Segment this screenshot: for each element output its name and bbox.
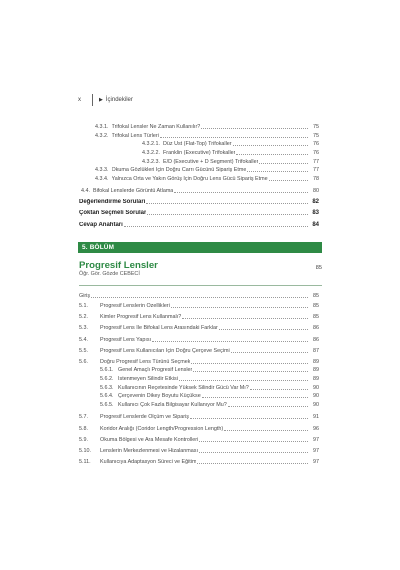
toc-entry[interactable] — [79, 292, 319, 300]
toc-entry-page: 90 — [313, 393, 319, 399]
toc-entry-page: 82 — [312, 199, 319, 205]
toc-entry-title: Bifokal Lenslerde Görüntü Atlama — [93, 188, 174, 194]
dot-leader — [197, 463, 308, 464]
chapter-title: Progresif Lensler — [79, 260, 158, 271]
chapter-divider — [79, 285, 322, 286]
toc-entry[interactable] — [100, 375, 319, 383]
toc-entry-page: 76 — [313, 150, 319, 156]
toc-entry-number: 5.6.4. — [100, 393, 114, 399]
toc-entry-number: 5.5. — [79, 348, 88, 354]
toc-entry-title: Kullanıcının Reçetesinde Yüksek Silindir Gücü Var Mı? — [118, 385, 249, 391]
chapter-page: 85 — [315, 265, 322, 271]
dot-leader — [224, 430, 308, 431]
toc-entry[interactable] — [142, 140, 319, 148]
dot-leader — [250, 389, 308, 390]
toc-entry[interactable] — [142, 149, 319, 157]
toc-entry-number: 4.3.1. — [95, 124, 109, 130]
toc-entry-title: Genel Amaçlı Progresif Lensler — [118, 367, 193, 373]
toc-entry-page: 83 — [312, 210, 319, 216]
toc-entry-title: E/D (Executive + D Segment) Trifokaller — [162, 159, 259, 165]
toc-entry[interactable] — [79, 336, 319, 344]
toc-entry-page: 91 — [313, 414, 319, 420]
toc-entry-number: 5.2. — [79, 314, 88, 320]
toc-entry-number: 5.4. — [79, 337, 88, 343]
toc-entry-page: 86 — [313, 337, 319, 343]
toc-entry-title: Lenslerin Merkezlenmesi ve Hizalanması — [100, 448, 198, 454]
toc-entry-title: Okuma Bölgesi ve Ara Mesafe Kontrolleri — [100, 437, 199, 443]
toc-entry-title: Trifokal Lens Türleri — [111, 133, 159, 139]
toc-entry-title: Progresif Lenslerde Ölçüm ve Sipariş — [100, 414, 189, 420]
toc-entry-title: Progresif Lenslerin Özellikleri — [100, 303, 170, 309]
toc-entry-page: 97 — [313, 448, 319, 454]
dot-leader — [147, 214, 308, 215]
toc-entry[interactable] — [81, 187, 319, 195]
toc-entry[interactable] — [79, 358, 319, 366]
toc-entry-title: Trifokal Lensler Ne Zaman Kullanılır? — [111, 124, 201, 130]
toc-entry-number: 5.7. — [79, 414, 88, 420]
toc-entry[interactable] — [142, 158, 319, 166]
toc-entry-page: 87 — [313, 348, 319, 354]
toc-entry[interactable] — [79, 324, 319, 332]
toc-entry[interactable] — [95, 132, 319, 140]
triangle-icon: ▶ — [99, 97, 103, 103]
toc-entry-title: Okuma Gözlükleri İçin Doğru Carrı Gücünü Sipariş Etme — [111, 167, 247, 173]
dot-leader — [160, 137, 308, 138]
toc-entry-title: Çoktan Seçmeli Sorular — [79, 210, 147, 216]
dot-leader — [179, 380, 308, 381]
dot-leader — [219, 329, 308, 330]
toc-entry-page: 86 — [313, 325, 319, 331]
chapter-band — [78, 242, 322, 253]
toc-entry-number: 5.6.2. — [100, 376, 114, 382]
toc-entry[interactable] — [100, 401, 319, 409]
dot-leader — [259, 163, 308, 164]
toc-entry-number: 4.3.2. — [95, 133, 109, 139]
toc-entry[interactable] — [79, 436, 319, 444]
dot-leader — [236, 154, 308, 155]
toc-entry[interactable] — [95, 175, 319, 183]
dot-leader — [191, 363, 308, 364]
toc-entry-page: 85 — [313, 314, 319, 320]
dot-leader — [171, 307, 308, 308]
chapter-title-row[interactable] — [79, 259, 322, 271]
chapter-author: Öğr. Gör. Gözde CEBECİ — [79, 271, 140, 277]
toc-entry-title: Kullanıcıya Adaptasyon Süreci ve Eğitim — [100, 459, 197, 465]
dot-leader — [201, 128, 308, 129]
toc-entry-number: 5.3. — [79, 325, 88, 331]
toc-entry-page: 89 — [313, 367, 319, 373]
toc-entry-page: 89 — [313, 359, 319, 365]
toc-entry-title: Kimler Progresif Lens Kullanmalı? — [100, 314, 182, 320]
toc-entry[interactable] — [100, 366, 319, 374]
toc-entry-number: 5.6.1. — [100, 367, 114, 373]
dot-leader — [231, 352, 308, 353]
toc-entry-title: Değerlendirme Soruları — [79, 199, 146, 205]
dot-leader — [174, 192, 308, 193]
toc-entry-title: Yalnızca Orta ve Yakın Görüş İçin Doğru Lens Gücü Sipariş Etme — [111, 176, 268, 182]
toc-entry-title: Progresif Lens Yapısı — [100, 337, 152, 343]
toc-entry-page: 77 — [313, 159, 319, 165]
toc-entry-page: 89 — [313, 376, 319, 382]
toc-entry[interactable] — [79, 458, 319, 466]
toc-entry-page: 96 — [313, 426, 319, 432]
toc-entry-title: Kullanıcı Çok Fazla Bilgisayar Kullanıyor Mu? — [118, 402, 227, 408]
toc-entry-title: İstenmeyen Silindir Etkisi — [118, 376, 178, 382]
dot-leader — [152, 341, 308, 342]
toc-entry[interactable] — [79, 413, 319, 421]
running-header — [78, 94, 133, 106]
toc-entry[interactable] — [79, 302, 319, 310]
toc-entry-number: 4.3.3. — [95, 167, 109, 173]
dot-leader — [247, 171, 308, 172]
dot-leader — [124, 226, 308, 227]
toc-entry-title: Doğru Progresif Lens Türünü Seçmek — [100, 359, 191, 365]
toc-entry-page: 75 — [313, 133, 319, 139]
toc-entry-number: 5.9. — [79, 437, 88, 443]
toc-entry-number: 5.11. — [79, 459, 91, 465]
toc-entry-number: 5.10. — [79, 448, 91, 454]
toc-entry[interactable] — [100, 384, 319, 392]
toc-entry-number: 4.3.2.2. — [142, 150, 160, 156]
dot-leader — [233, 145, 308, 146]
toc-entry-page: 75 — [313, 124, 319, 130]
toc-entry[interactable] — [95, 166, 319, 174]
toc-entry-page: 90 — [313, 385, 319, 391]
toc-entry-number: 5.6.3. — [100, 385, 114, 391]
toc-entry-number: 5.6.5. — [100, 402, 114, 408]
toc-entry-page: 80 — [313, 188, 319, 194]
toc-entry-page: 76 — [313, 141, 319, 147]
toc-entry-page: 85 — [313, 293, 319, 299]
header-divider — [92, 94, 93, 106]
toc-entry[interactable] — [95, 123, 319, 131]
toc-entry-number: 5.8. — [79, 426, 88, 432]
chapter-band-label: 5. BÖLÜM — [82, 243, 115, 251]
toc-entry[interactable] — [79, 425, 319, 433]
toc-entry[interactable] — [100, 392, 319, 400]
toc-entry-page: 85 — [313, 303, 319, 309]
dot-leader — [146, 203, 308, 204]
dot-leader — [190, 418, 308, 419]
toc-entry-page: 97 — [313, 459, 319, 465]
toc-entry-title: Çerçevenin Dikey Boyutu Küçükse — [118, 393, 201, 399]
toc-entry-title: Franklin (Executive) Trifokaller — [162, 150, 236, 156]
toc-entry-number: 5.6. — [79, 359, 88, 365]
header-section-title: İçindekiler — [105, 97, 133, 103]
dot-leader — [199, 441, 308, 442]
toc-entry-title: Cevap Anahtarı — [79, 222, 123, 228]
page-number: x — [78, 97, 81, 103]
dot-leader — [202, 397, 308, 398]
toc-entry-bold[interactable] — [79, 221, 319, 229]
toc-entry-number: 4.3.4. — [95, 176, 109, 182]
toc-entry-number: 4.4. — [81, 188, 90, 194]
toc-entry-title: Düz Üst (Flat-Top) Trifokaller — [162, 141, 232, 147]
toc-entry-number: 4.3.2.3. — [142, 159, 160, 165]
toc-entry-title: Progresif Lens İle Bifokal Lens Arasındaki Farklar — [100, 325, 218, 331]
toc-entry-page: 97 — [313, 437, 319, 443]
toc-entry[interactable] — [79, 447, 319, 455]
toc-entry-title: Progresif Lens Kullanıcıları İçin Doğru Çerçeve Seçimi — [100, 348, 230, 354]
dot-leader — [91, 297, 308, 298]
dot-leader — [193, 371, 308, 372]
toc-entry-title: Koridor Aralığı (Coridor Length/Progression Length) — [100, 426, 224, 432]
toc-entry-number: 4.3.2.1. — [142, 141, 160, 147]
dot-leader — [269, 180, 308, 181]
toc-entry-page: 84 — [312, 222, 319, 228]
toc-entry[interactable] — [79, 347, 319, 355]
toc-entry-page: 90 — [313, 402, 319, 408]
toc-entry-page: 78 — [313, 176, 319, 182]
toc-entry-bold[interactable] — [79, 209, 319, 217]
dot-leader — [228, 406, 308, 407]
toc-entry-bold[interactable] — [79, 198, 319, 206]
toc-entry[interactable] — [79, 313, 319, 321]
dot-leader — [199, 452, 308, 453]
toc-entry-title: Giriş — [79, 293, 91, 299]
dot-leader — [182, 318, 308, 319]
toc-entry-page: 77 — [313, 167, 319, 173]
toc-entry-number: 5.1. — [79, 303, 88, 309]
